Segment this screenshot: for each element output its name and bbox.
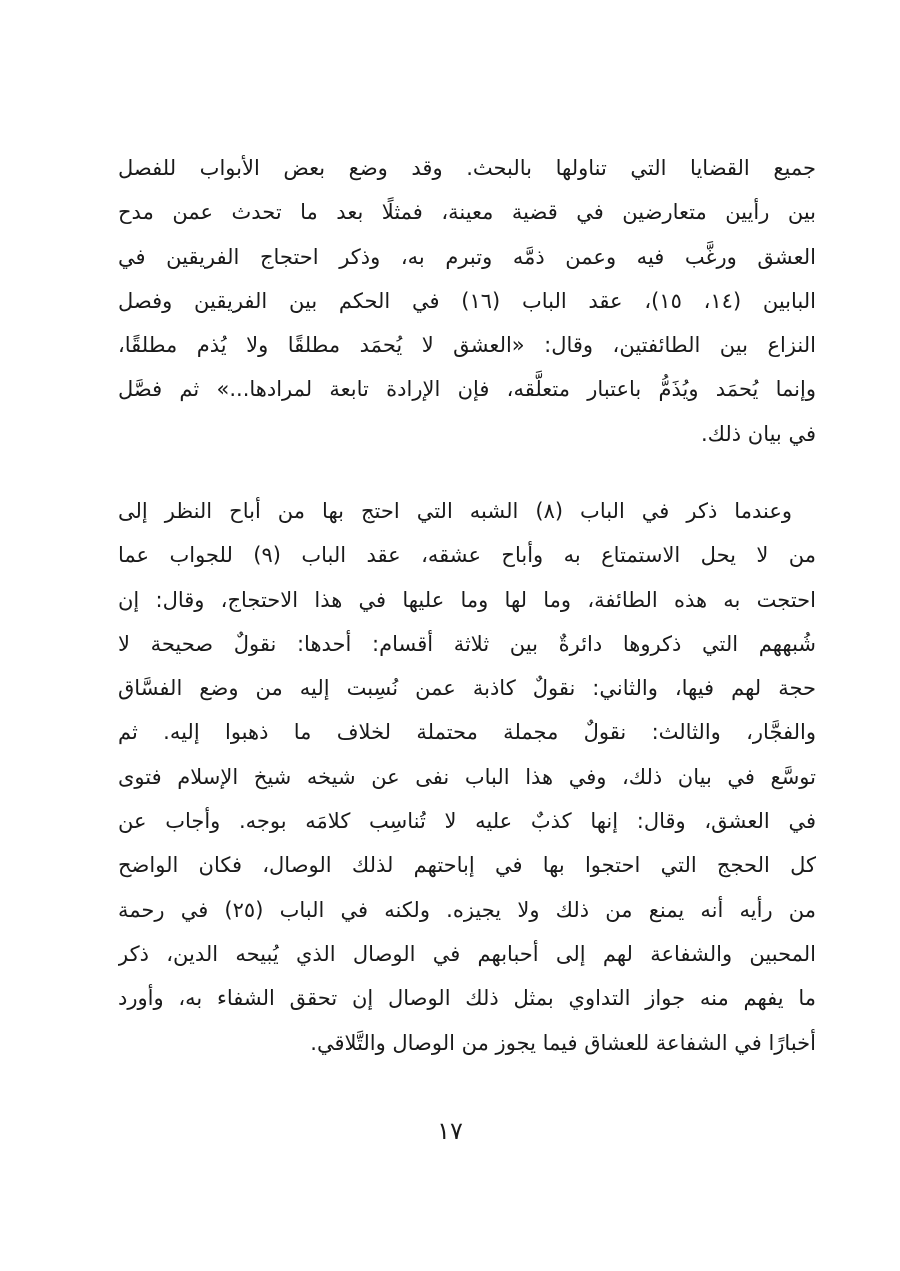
text-line: احتجت به هذه الطائفة، وما لها وما عليها في هذا الاحتجاج، وقال: إن <box>118 587 816 612</box>
text-line: من رأيه أنه يمنع من ذلك ولا يجيزه. ولكنه في الباب (٢٥) في رحمة <box>118 897 816 922</box>
paragraph <box>118 489 816 1065</box>
text-line: جميع القضايا التي تناولها بالبحث. وقد وضع بعض الأبواب للفصل <box>118 156 816 180</box>
text-line: العشق ورغَّب فيه وعمن ذمَّه وتبرم به، وذكر احتجاج الفريقين في <box>118 244 816 269</box>
text-line: شُبههم التي ذكروها دائرةٌ بين ثلاثة أقسام: أحدها: نقولٌ صحيحة لا <box>118 631 816 656</box>
text-line: المحبين والشفاعة لهم إلى أحبابهم في الوصال الذي يُبيحه الدين، ذكر <box>118 941 816 966</box>
text-line: حجة لهم فيها، والثاني: نقولٌ كاذبة عمن نُسِبت إليه من وضع الفسَّاق <box>118 676 816 701</box>
text-line: ما يفهم منه جواز التداوي بمثل ذلك الوصال إن تحقق الشفاء به، وأورد <box>118 986 816 1011</box>
text-line: وعندما ذكر في الباب (٨) الشبه التي احتج بها من أباح النظر إلى <box>118 499 792 523</box>
text-line: النزاع بين الطائفتين، وقال: «العشق لا يُحمَد مطلقًا ولا يُذم مطلقًا، <box>118 333 816 358</box>
text-line: في بيان ذلك. <box>700 421 816 446</box>
text-line: البابين (١٤، ١٥)، عقد الباب (١٦) في الحكم بين الفريقين وفصل <box>118 288 816 313</box>
text-line: أخبارًا في الشفاعة للعشاق فيما يجوز من الوصال والتَّلاقي. <box>310 1030 816 1055</box>
paragraph <box>118 146 816 456</box>
text-line: في العشق، وقال: إنها كذبٌ عليه لا تُناسِب كلامَه بوجه. وأجاب عن <box>118 809 816 834</box>
text-line: كل الحجج التي احتجوا بها في إباحتهم لذلك الوصال، فكان الواضح <box>118 853 816 878</box>
text-line: بين رأيين متعارضين في قضية معينة، فمثلًا بعد ما تحدث عمن مدح <box>118 200 816 225</box>
page-number: ١٧ <box>437 1117 463 1145</box>
text-line: وإنما يُحمَد ويُذَمُّ باعتبار متعلَّقه، فإن الإرادة تابعة لمرادها...» ثم فصَّل <box>118 377 816 402</box>
text-line: والفجَّار، والثالث: نقولٌ مجملة محتملة لخلاف ما ذهبوا إليه. ثم <box>118 720 816 745</box>
text-line: من لا يحل الاستمتاع به وأباح عشقه، عقد الباب (٩) للجواب عما <box>118 543 816 568</box>
text-line: توسَّع في بيان ذلك، وفي هذا الباب نفى عن شيخه شيخ الإسلام فتوى <box>118 764 816 789</box>
